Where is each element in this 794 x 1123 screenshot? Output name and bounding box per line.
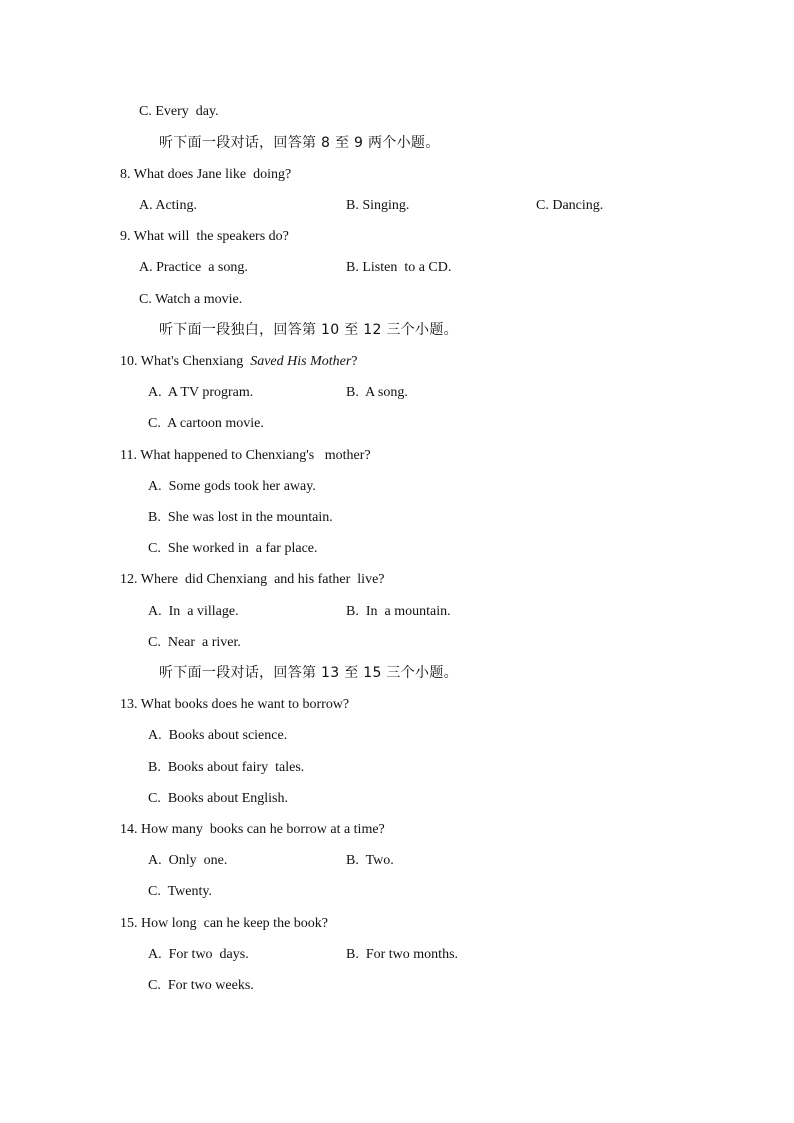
- q14-question: 14. How many books can he borrow at a time?: [120, 822, 385, 837]
- q10-question-title: Saved His Mother: [250, 354, 352, 369]
- section-instruction-10-12: 听下面一段独白，回答第 10 至 12 三个小题。: [159, 322, 458, 338]
- q12-option-b: B. In a mountain.: [346, 604, 451, 619]
- q10-option-b: B. A song.: [346, 385, 408, 400]
- q9-question: 9. What will the speakers do?: [120, 229, 289, 244]
- q12-question: 12. Where did Chenxiang and his father live?: [120, 572, 385, 587]
- q10-option-a: A. A TV program.: [148, 385, 254, 400]
- q15-option-c: C. For two weeks.: [148, 978, 254, 993]
- q15-question: 15. How long can he keep the book?: [120, 916, 328, 931]
- q12-option-c: C. Near a river.: [148, 635, 241, 650]
- q13-option-a: A. Books about science.: [148, 728, 288, 743]
- q9-option-b: B. Listen to a CD.: [346, 260, 452, 275]
- q10-question: [120, 353, 358, 371]
- q15-option-a: A. For two days.: [148, 947, 249, 962]
- q11-option-c: C. She worked in a far place.: [148, 541, 318, 556]
- section-instruction-13-15: 听下面一段对话，回答第 13 至 15 三个小题。: [159, 665, 458, 681]
- q8-question: 8. What does Jane like doing?: [120, 167, 292, 182]
- q14-option-b: B. Two.: [346, 853, 394, 868]
- q9-option-a: A. Practice a song.: [139, 260, 248, 275]
- q13-option-c: C. Books about English.: [148, 791, 289, 806]
- q11-question: 11. What happened to Chenxiang's mother?: [120, 448, 371, 463]
- q11-option-b: B. She was lost in the mountain.: [148, 510, 333, 525]
- q13-question: 13. What books does he want to borrow?: [120, 697, 350, 712]
- q8-option-c: C. Dancing.: [536, 198, 604, 213]
- q8-option-b: B. Singing.: [346, 198, 410, 213]
- q14-option-a: A. Only one.: [148, 853, 228, 868]
- q10-question-prefix: 10. What's Chenxiang: [120, 354, 251, 369]
- q11-option-a: A. Some gods took her away.: [148, 479, 316, 494]
- q10-option-c: C. A cartoon movie.: [148, 416, 264, 431]
- q8-option-a: A. Acting.: [139, 198, 197, 213]
- q10-question-suffix: ?: [351, 354, 358, 369]
- q15-option-b: B. For two months.: [346, 947, 459, 962]
- q9-option-c: C. Watch a movie.: [139, 292, 243, 307]
- q12-option-a: A. In a village.: [148, 604, 239, 619]
- section-instruction-8-9: 听下面一段对话，回答第 8 至 9 两个小题。: [159, 135, 440, 151]
- q14-option-c: C. Twenty.: [148, 884, 212, 899]
- q7-option-c: C. Every day.: [139, 104, 219, 119]
- q13-option-b: B. Books about fairy tales.: [148, 760, 305, 775]
